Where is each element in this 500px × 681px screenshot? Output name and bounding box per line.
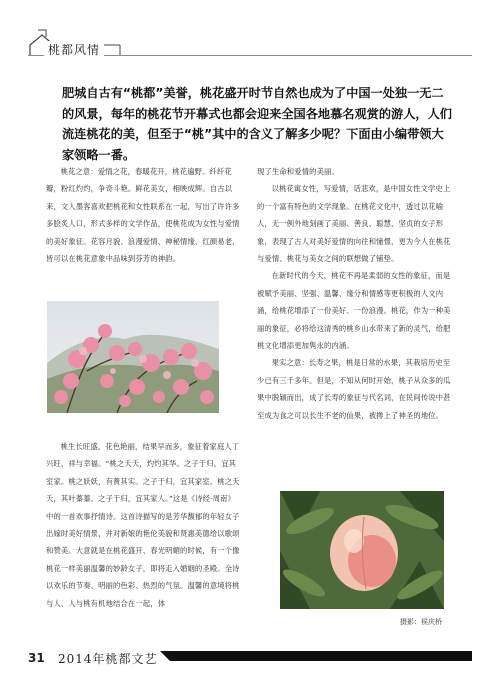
left-column-top bbox=[46, 163, 242, 267]
photo-credit: 摄影：侯庆桥 bbox=[400, 618, 442, 626]
peach-blossom-photo bbox=[47, 301, 219, 413]
lead-paragraph: 肥城自古有“桃都”美誉，桃花盛开时节自然也成为了中国一处独一无二的风景，每年的桃花节开幕式也都会迎来全国各地慕名观赏的游人，人们流连桃花的美，但至于“桃”其中的含义了解多少呢？下面由小编带领大家领略一番。 bbox=[62, 86, 452, 162]
left-column-bottom bbox=[46, 438, 242, 612]
paragraph-fruit-meaning: 果实之意：长寿之果，桃是日常的水果，其栽培历史至少已有三千多年。但是，不知从何时开始，桃子从众多的瓜果中脱颖而出，成了长寿的象征与代名词，在民间传说中甚至成为食之可以长生不老的仙果，被搀上了神圣的地位。 bbox=[257, 358, 451, 420]
right-column bbox=[257, 163, 453, 424]
section-title: 桃都风情 bbox=[44, 41, 104, 58]
publication-title: 2014年桃都文艺 bbox=[58, 652, 158, 666]
peach-fruit-photo bbox=[280, 491, 444, 609]
footer-bar bbox=[160, 651, 472, 661]
paragraph-poem: 桃生长旺盛，花色艳丽，结果早而多，象征着家庭人丁兴旺、祥与幸福。“桃之夭夭，灼灼其华。之子于归，宜其室家。桃之妖妖，有蕡其实。之子于归，宜其家室。桃之夭夭，其叶蓁蓁。之子于归，宜其家人。”这是《诗经·周南》中的一首欢事抒情诗。这首诗描写的是芳华馥郁的年轻女子出嫁时美好情景，并对新娘的艳伦美貌和贤惠美德给以歌颂和赞美。大意就是在桃花盛开、春光明媚的时候，有一个像桃花一样美丽温馨的妙龄女子，即将走入婚姻的圣殿。全诗以欢乐的节奏、明丽的色彩、热烈的气氛。温馨的意境将桃与人、人与桃有机地结合在一起，体 bbox=[46, 442, 240, 608]
paragraph-blossom-meaning: 桃花之意：爱情之花，春暖花开，桃花遍野。纤纤花瓣，粉红灼灼，争奇斗艳。鲜花美女，相映成辉。自古以来，文人墨客喜欢把桃花和女性联系在一起，写出了许许多多脍炙人口，形式多样的文学作品，使桃花成为女性与爱情的美好象征。花容月貌、浪漫爱情、神秘情缘、红颜易老，皆可以在桃花意象中品味到芬芳的神韵。 bbox=[46, 167, 240, 264]
paragraph-continuation: 现了生命和爱情的美丽。 bbox=[257, 167, 339, 176]
page-number: 31 bbox=[28, 651, 45, 665]
paragraph-women-literature: 以桃花寓女性，写爱情，话悲欢，是中国女性文学史上的一个富有特色的文学现象。在桃花文化中，透过以花喻人，无一例外地刻画了美丽、善良、聪慧、坚贞的女子形象，表现了古人对美好爱情的向往和憧憬，更为今人在桃花与爱情、桃花与美女之间的联想做了铺垫。 bbox=[257, 184, 451, 264]
paragraph-new-era: 在新时代的今天，桃花不再是柔弱的女性的象征，而是被赋予美丽、坚强、温馨、缘分和情感等更积极的人文内涵，给桃花增添了一份美好、一份浪漫。桃花，作为一种美丽的象征，必将给这清秀的桃乡山水带来了新的灵气，给肥桃文化增添更加隽永的内涵。 bbox=[257, 271, 451, 351]
